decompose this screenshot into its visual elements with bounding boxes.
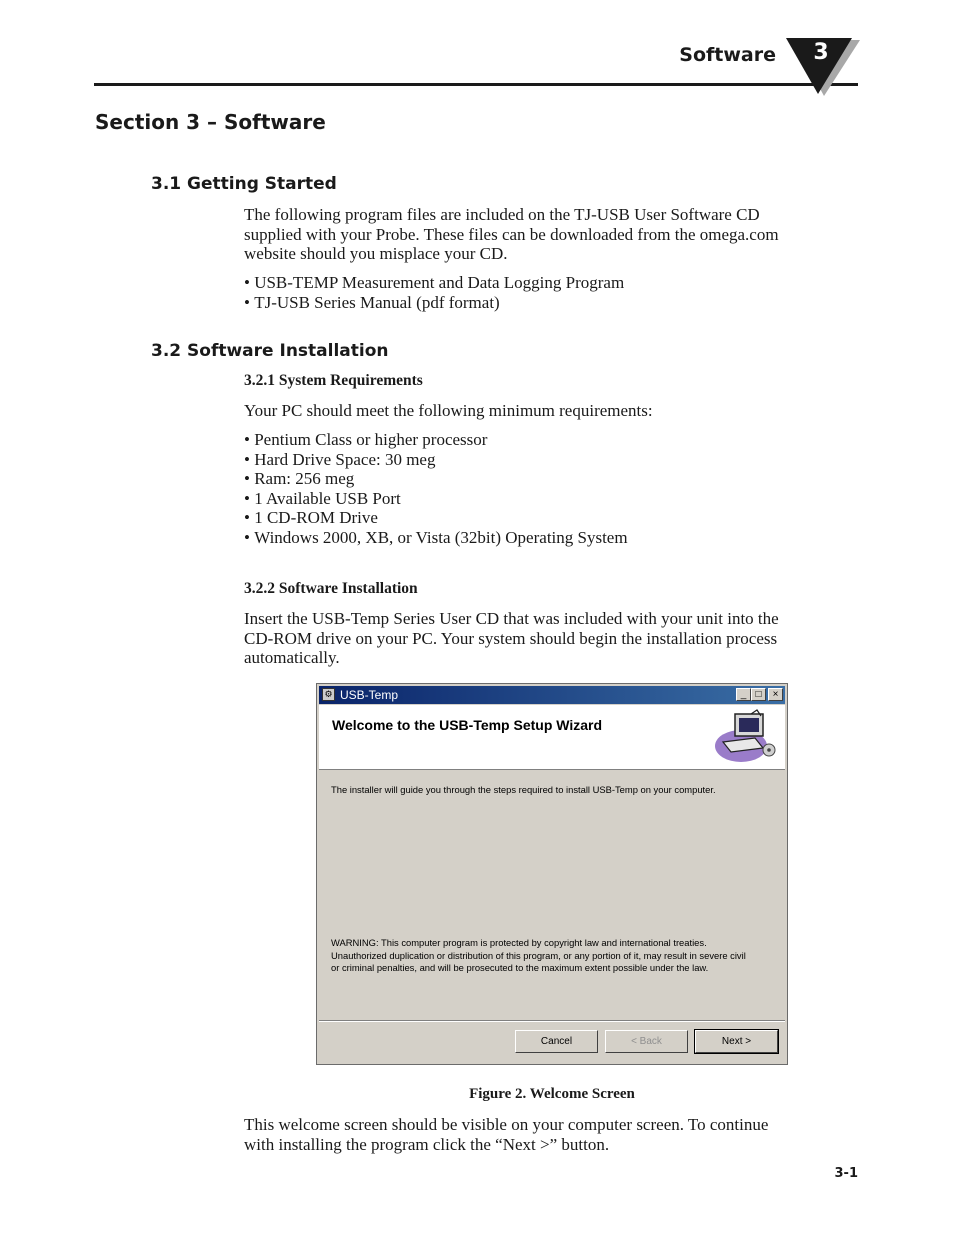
list-item: • Hard Drive Space: 30 meg [244,450,628,470]
install-paragraph [244,609,854,668]
dialog-titlebar[interactable] [319,686,785,704]
running-header-title: Software [679,44,776,66]
list-item: • Pentium Class or higher processor [244,430,628,450]
list-item: • USB-TEMP Measurement and Data Logging Program [244,273,624,293]
list-item: • TJ-USB Series Manual (pdf format) [244,293,624,313]
header-rule [94,83,858,86]
list-item: • Windows 2000, XB, or Vista (32bit) Operating System [244,528,628,548]
heading-install-steps: 3.2.2 Software Installation [244,580,418,597]
paragraph-line: Insert the USB-Temp Series User CD that was included with your unit into the [244,609,779,628]
chapter-number: 3 [813,40,829,65]
wizard-welcome-heading: Welcome to the USB-Temp Setup Wizard [332,717,603,733]
paragraph-line: automatically. [244,648,340,668]
paragraph-line: website should you misplace your CD. [244,244,508,264]
heading-software-installation: 3.2 Software Installation [151,341,389,361]
warning-line: or criminal penalties, and will be prosecuted to the maximum extent possible under the law. [331,962,709,973]
heading-getting-started: 3.1 Getting Started [151,174,337,194]
figure-caption: Figure 2. Welcome Screen [469,1086,635,1102]
paragraph-line: This welcome screen should be visible on your computer screen. To continue [244,1115,769,1134]
paragraph-line: The following program files are included on the TJ-USB User Software CD [244,205,760,224]
dialog-separator [319,1020,785,1022]
dialog-title: USB-Temp [340,688,399,702]
maximize-button[interactable]: □ [751,688,766,701]
list-item: • Ram: 256 meg [244,469,628,489]
program-files-list [244,273,624,312]
requirements-intro: Your PC should meet the following minimum requirements: [244,401,653,420]
minimize-button[interactable]: _ [736,688,751,701]
computer-setup-icon [711,708,781,766]
warning-line: Unauthorized duplication or distribution of this program, or any portion of it, may result in severe civil [331,949,746,961]
paragraph-line: CD-ROM drive on your PC. Your system should begin the installation process [244,628,778,648]
list-item: • 1 CD-ROM Drive [244,508,628,528]
closing-paragraph [244,1115,854,1154]
wizard-guide-text: The installer will guide you through the steps required to install USB-Temp on your computer. [331,784,716,795]
copyright-warning [331,937,746,975]
section-title: Section 3 – Software [95,110,326,134]
requirements-list [244,430,628,548]
close-button[interactable]: × [768,688,783,701]
heading-system-requirements: 3.2.1 System Requirements [244,372,423,389]
warning-line: WARNING: This computer program is protected by copyright law and international treaties. [331,937,707,948]
paragraph-line: supplied with your Probe. These files can be downloaded from the omega.com [244,224,779,244]
page-number: 3-1 [834,1166,858,1181]
dialog-banner [319,705,785,770]
list-item: • 1 Available USB Port [244,489,628,509]
getting-started-paragraph [244,205,854,264]
cancel-button[interactable]: Cancel [515,1030,598,1053]
installer-app-icon: ⚙ [322,688,335,701]
setup-wizard-dialog [316,683,788,1065]
next-button[interactable]: Next > [695,1030,778,1053]
back-button[interactable]: < Back [605,1030,688,1053]
paragraph-line: with installing the program click the “Next >” button. [244,1134,610,1154]
